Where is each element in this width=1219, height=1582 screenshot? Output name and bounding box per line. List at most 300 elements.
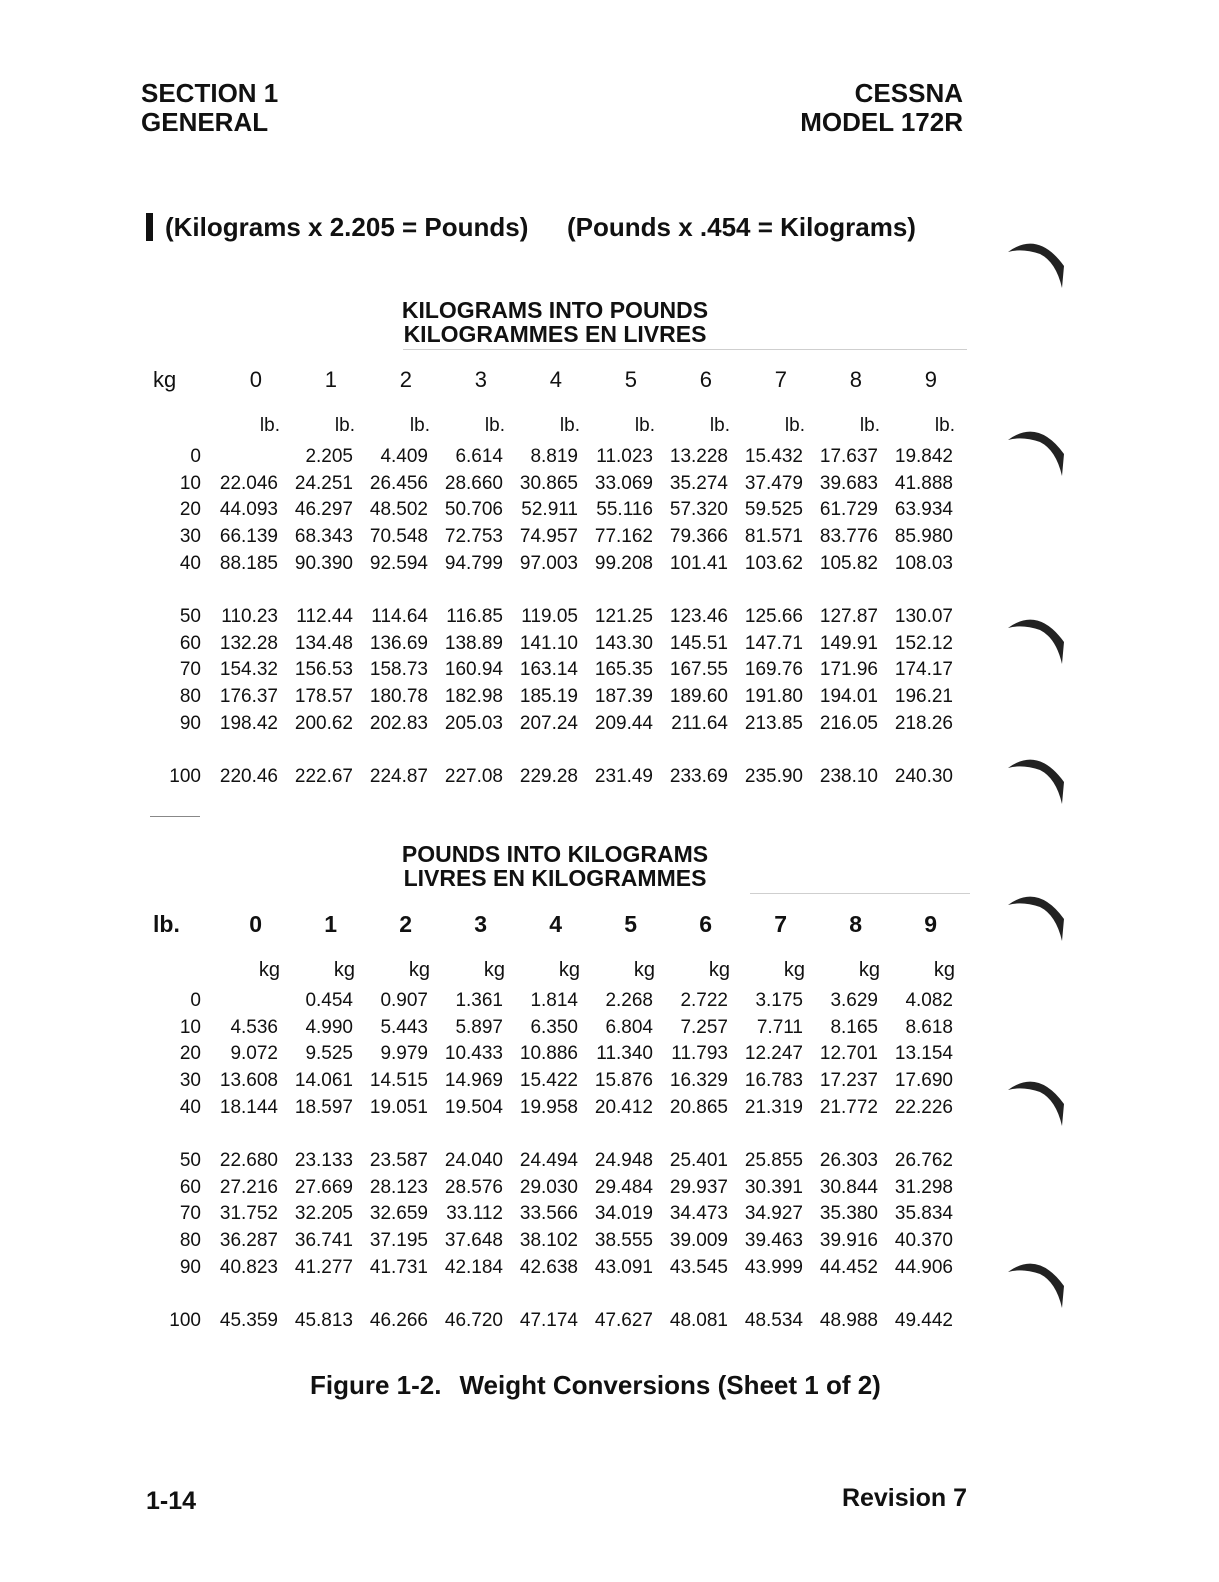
- column-header: 9: [924, 367, 937, 392]
- table-cell: 34.927: [744, 1203, 803, 1225]
- table-cell: 132.28: [219, 632, 278, 654]
- table-cell: 90.390: [294, 552, 353, 574]
- binder-tab-icon: [1000, 1070, 1072, 1130]
- row-spacer: [143, 1281, 957, 1308]
- unit-spacer: [143, 952, 207, 988]
- column-header: 5: [624, 910, 637, 937]
- table-cell: 18.144: [219, 1096, 278, 1118]
- table-cell: 43.091: [594, 1256, 653, 1278]
- table-cell: 136.69: [369, 632, 428, 654]
- unit-label: lb.: [934, 415, 955, 436]
- table-cell: 116.85: [446, 606, 503, 628]
- table-cell: 19.958: [519, 1096, 578, 1118]
- table-row: [143, 1308, 957, 1335]
- table-cell: 134.48: [294, 632, 353, 654]
- table-cell: 14.515: [369, 1070, 428, 1092]
- table-cell: 6.614: [455, 446, 503, 468]
- row-header: 60: [179, 632, 201, 654]
- table-cell: 158.73: [369, 659, 428, 681]
- table-cell: 7.711: [756, 1016, 803, 1038]
- unit-label: kg: [933, 958, 955, 981]
- table-cell: 11.793: [671, 1043, 728, 1065]
- table-cell: 43.999: [744, 1256, 803, 1278]
- table-cell: 103.62: [744, 552, 803, 574]
- table-cell: 19.051: [369, 1096, 428, 1118]
- table-cell: 110.23: [221, 606, 278, 628]
- table-cell: 160.94: [444, 659, 503, 681]
- column-header: 5: [624, 367, 637, 392]
- table-row: [143, 1148, 957, 1175]
- section-header: [141, 79, 278, 137]
- table-cell: 40.370: [894, 1230, 953, 1252]
- column-header: 3: [474, 910, 487, 937]
- binder-tab-icon: [1000, 885, 1072, 945]
- table-cell: 5.897: [455, 1016, 503, 1038]
- table-cell: 3.629: [830, 990, 878, 1012]
- table-row: [143, 1015, 957, 1042]
- table-cell: 198.42: [219, 712, 278, 734]
- table-cell: 37.479: [744, 472, 803, 494]
- table-cell: 176.37: [219, 686, 278, 708]
- table-cell: 26.762: [894, 1150, 953, 1172]
- table-cell: 19.842: [894, 446, 953, 468]
- table-cell: 26.303: [819, 1150, 878, 1172]
- table-cell: 224.87: [369, 766, 428, 788]
- row-header: 0: [190, 990, 201, 1012]
- lb-table-title-block: [300, 842, 810, 890]
- table-cell: 196.21: [894, 686, 953, 708]
- unit-label: kg: [558, 958, 580, 981]
- table-cell: 8.618: [905, 1016, 953, 1038]
- kg-table-title-block: [300, 298, 810, 346]
- table-cell: 35.834: [894, 1203, 953, 1225]
- table-cell: 29.484: [594, 1176, 653, 1198]
- table-row: [143, 524, 957, 551]
- column-header-row: [143, 352, 957, 408]
- table-cell: 130.07: [894, 606, 953, 628]
- table-row: [143, 710, 957, 737]
- unit-row: [143, 408, 957, 444]
- kg-table-title: KILOGRAMS INTO POUNDS: [401, 297, 709, 323]
- table-cell: 233.69: [669, 766, 728, 788]
- model-header: [800, 79, 963, 137]
- unit-label: lb.: [409, 415, 430, 436]
- table-cell: 16.783: [744, 1070, 803, 1092]
- table-cell: 14.061: [294, 1070, 353, 1092]
- table-cell: 22.046: [219, 472, 278, 494]
- conversion-formulas: [146, 212, 916, 243]
- table-cell: 32.205: [294, 1203, 353, 1225]
- table-cell: 32.659: [369, 1203, 428, 1225]
- binder-tab-icon: [1000, 1252, 1072, 1312]
- table-cell: 94.799: [444, 552, 503, 574]
- unit-label: lb.: [334, 415, 355, 436]
- table-cell: 25.401: [669, 1150, 728, 1172]
- table-cell: 48.081: [669, 1310, 728, 1332]
- table-cell: 15.422: [519, 1070, 578, 1092]
- table-cell: 149.91: [819, 632, 878, 654]
- table-cell: 202.83: [369, 712, 428, 734]
- table-cell: 92.594: [369, 552, 428, 574]
- corner-label: kg: [153, 367, 177, 392]
- table-cell: 21.772: [819, 1096, 878, 1118]
- unit-label: kg: [783, 958, 805, 981]
- table-cell: 37.648: [444, 1230, 503, 1252]
- unit-label: kg: [708, 958, 730, 981]
- table-cell: 44.452: [819, 1256, 878, 1278]
- lb-table-title: POUNDS INTO KILOGRAMS: [401, 841, 709, 867]
- table-cell: 185.19: [519, 686, 578, 708]
- table-cell: 40.823: [219, 1256, 278, 1278]
- table-cell: 35.380: [819, 1203, 878, 1225]
- revision-label: Revision 7: [841, 1484, 967, 1512]
- table-row: [143, 604, 957, 631]
- row-header: 20: [179, 499, 201, 521]
- table-cell: 14.969: [444, 1070, 503, 1092]
- table-cell: 30.865: [519, 472, 578, 494]
- table-cell: 8.819: [530, 446, 578, 468]
- table-cell: 1.361: [455, 990, 503, 1012]
- unit-row: [143, 952, 957, 988]
- lb-table-subtitle: LIVRES EN KILOGRAMMES: [403, 865, 707, 891]
- table-cell: 187.39: [594, 686, 653, 708]
- unit-label: kg: [633, 958, 655, 981]
- table-cell: 205.03: [444, 712, 503, 734]
- table-cell: 42.638: [519, 1256, 578, 1278]
- table-cell: 141.10: [519, 632, 578, 654]
- table-cell: 24.948: [594, 1150, 653, 1172]
- table-cell: 213.85: [744, 712, 803, 734]
- column-header: 6: [699, 910, 712, 937]
- table-cell: 1.814: [530, 990, 578, 1012]
- table-cell: 18.597: [294, 1096, 353, 1118]
- table-cell: 238.10: [819, 766, 878, 788]
- table-cell: 200.62: [294, 712, 353, 734]
- table-cell: 48.988: [819, 1310, 878, 1332]
- table-cell: 2.722: [680, 990, 728, 1012]
- table-cell: 101.41: [669, 552, 728, 574]
- table-cell: 167.55: [669, 659, 728, 681]
- unit-label: kg: [258, 958, 280, 981]
- table-cell: 191.80: [744, 686, 803, 708]
- unit-label: kg: [408, 958, 430, 981]
- table-cell: 45.359: [219, 1310, 278, 1332]
- page-number: 1-14: [146, 1487, 197, 1515]
- table-cell: 0.454: [305, 990, 353, 1012]
- table-row: [143, 550, 957, 577]
- table-cell: 165.35: [594, 659, 653, 681]
- column-header: 7: [774, 367, 787, 392]
- row-header: 0: [190, 446, 201, 468]
- column-header: 1: [324, 367, 337, 392]
- row-header: 40: [179, 552, 201, 574]
- table-cell: 7.257: [680, 1016, 728, 1038]
- table-cell: 6.350: [530, 1016, 578, 1038]
- kg-to-lb-table: [143, 352, 957, 791]
- figure-label: Figure 1-2.: [310, 1370, 442, 1400]
- binder-tab-icon: [1000, 420, 1072, 480]
- table-cell: 30.844: [819, 1176, 878, 1198]
- table-row: [143, 497, 957, 524]
- table-cell: 123.46: [669, 606, 728, 628]
- table-cell: 63.934: [894, 499, 953, 521]
- table-cell: 29.030: [519, 1176, 578, 1198]
- table-cell: 156.53: [294, 659, 353, 681]
- table-cell: 30.391: [744, 1176, 803, 1198]
- table-cell: 125.66: [744, 606, 803, 628]
- column-header: 8: [849, 367, 862, 392]
- table-cell: 10.433: [444, 1043, 503, 1065]
- table-cell: 52.911: [521, 499, 578, 521]
- table-cell: 4.082: [905, 990, 953, 1012]
- table-cell: 229.28: [519, 766, 578, 788]
- table-cell: 227.08: [444, 766, 503, 788]
- column-header: 2: [399, 910, 412, 937]
- table-row: [143, 631, 957, 658]
- table-cell: 88.185: [219, 552, 278, 574]
- row-header: 10: [179, 472, 201, 494]
- table-cell: 154.32: [219, 659, 278, 681]
- table-cell: 46.720: [444, 1310, 503, 1332]
- table-cell: 216.05: [819, 712, 878, 734]
- table-cell: 66.139: [219, 526, 278, 548]
- table-cell: 55.116: [596, 499, 653, 521]
- unit-label: kg: [858, 958, 880, 981]
- table-cell: 4.536: [230, 1016, 278, 1038]
- binder-tab-icon: [1000, 748, 1072, 808]
- table-cell: 138.89: [444, 632, 503, 654]
- section-number: SECTION 1: [141, 78, 279, 108]
- table-cell: 3.175: [755, 990, 803, 1012]
- table-cell: 41.731: [369, 1256, 428, 1278]
- table-cell: 29.937: [669, 1176, 728, 1198]
- table-cell: 23.133: [294, 1150, 353, 1172]
- row-header: 80: [179, 686, 201, 708]
- unit-label: kg: [483, 958, 505, 981]
- table-cell: 31.752: [219, 1203, 278, 1225]
- table-cell: 12.247: [744, 1043, 803, 1065]
- table-cell: 61.729: [819, 499, 878, 521]
- table-row: [143, 1041, 957, 1068]
- row-header: 90: [179, 1256, 201, 1278]
- table-cell: 48.534: [744, 1310, 803, 1332]
- table-row: [143, 1201, 957, 1228]
- table-cell: 207.24: [519, 712, 578, 734]
- unit-label: lb.: [634, 415, 655, 436]
- table-row: [143, 684, 957, 711]
- table-cell: 127.87: [819, 606, 878, 628]
- table-cell: 20.412: [594, 1096, 653, 1118]
- table-cell: 240.30: [894, 766, 953, 788]
- column-header: 0: [249, 367, 262, 392]
- table-cell: 24.040: [444, 1150, 503, 1172]
- model-name: MODEL 172R: [800, 107, 963, 137]
- table-cell: 5.443: [380, 1016, 428, 1038]
- column-header: 4: [549, 367, 562, 392]
- table-cell: 59.525: [744, 499, 803, 521]
- lb-to-kg-formula: (Pounds x .454 = Kilograms): [567, 212, 916, 242]
- table-cell: 114.64: [371, 606, 428, 628]
- table-cell: 41.888: [894, 472, 953, 494]
- table-cell: 13.154: [894, 1043, 953, 1065]
- row-header: 10: [179, 1016, 201, 1038]
- column-header: 2: [399, 367, 412, 392]
- table-cell: 8.165: [830, 1016, 878, 1038]
- table-cell: 47.174: [519, 1310, 578, 1332]
- table-cell: 36.287: [219, 1230, 278, 1252]
- table-row: [143, 657, 957, 684]
- table-cell: 34.019: [594, 1203, 653, 1225]
- table-cell: 83.776: [819, 526, 878, 548]
- table-cell: 28.576: [444, 1176, 503, 1198]
- table-cell: 20.865: [669, 1096, 728, 1118]
- table-cell: 46.266: [369, 1310, 428, 1332]
- table-cell: 9.072: [230, 1043, 278, 1065]
- table-cell: 15.876: [594, 1070, 653, 1092]
- table-row: [143, 1254, 957, 1281]
- table-cell: 143.30: [594, 632, 653, 654]
- row-spacer: [143, 737, 957, 764]
- table-cell: 79.366: [669, 526, 728, 548]
- table-cell: 23.587: [369, 1150, 428, 1172]
- table-cell: 22.226: [894, 1096, 953, 1118]
- table-cell: 38.102: [519, 1230, 578, 1252]
- table-cell: 39.683: [819, 472, 878, 494]
- table-cell: 112.44: [296, 606, 353, 628]
- table-cell: 4.409: [380, 446, 428, 468]
- table-cell: 119.05: [521, 606, 578, 628]
- divider: [150, 816, 200, 817]
- table-cell: 6.804: [605, 1016, 653, 1038]
- table-cell: 97.003: [519, 552, 578, 574]
- row-header: 90: [179, 712, 201, 734]
- table-cell: 68.343: [294, 526, 353, 548]
- table-cell: 47.627: [594, 1310, 653, 1332]
- row-header: 100: [169, 766, 201, 788]
- table-cell: 145.51: [669, 632, 728, 654]
- table-cell: 49.442: [894, 1310, 953, 1332]
- column-header: 7: [774, 910, 787, 937]
- table-cell: 57.320: [669, 499, 728, 521]
- table-cell: 16.329: [669, 1070, 728, 1092]
- table-cell: 35.274: [669, 472, 728, 494]
- table-cell: 27.216: [219, 1176, 278, 1198]
- table-cell: 28.123: [369, 1176, 428, 1198]
- table-cell: 50.706: [444, 499, 503, 521]
- table-cell: 33.566: [519, 1203, 578, 1225]
- table-cell: 17.237: [819, 1070, 878, 1092]
- figure-title: Weight Conversions (Sheet 1 of 2): [459, 1370, 881, 1400]
- corner-label: lb.: [153, 910, 180, 937]
- table-cell: 27.669: [294, 1176, 353, 1198]
- table-cell: 147.71: [744, 632, 803, 654]
- column-header: 8: [849, 910, 862, 937]
- table-cell: 31.298: [894, 1176, 953, 1198]
- row-header: 70: [179, 659, 201, 681]
- row-header: 60: [179, 1176, 201, 1198]
- table-cell: 15.432: [744, 446, 803, 468]
- unit-label: lb.: [859, 415, 880, 436]
- table-cell: 174.17: [894, 659, 953, 681]
- unit-label: lb.: [559, 415, 580, 436]
- column-header: 3: [474, 367, 487, 392]
- table-cell: 209.44: [594, 712, 653, 734]
- table-cell: 4.990: [305, 1016, 353, 1038]
- table-cell: 11.023: [596, 446, 653, 468]
- table-cell: 17.637: [819, 446, 878, 468]
- revision-bar: [146, 213, 153, 241]
- table-cell: 46.297: [294, 499, 353, 521]
- table-cell: 41.277: [294, 1256, 353, 1278]
- manufacturer: CESSNA: [854, 78, 963, 108]
- table-cell: 105.82: [819, 552, 878, 574]
- table-cell: 9.525: [305, 1043, 353, 1065]
- table-cell: 33.069: [594, 472, 653, 494]
- binder-tab-icon: [1000, 608, 1072, 668]
- table-row: [143, 1068, 957, 1095]
- table-cell: 235.90: [744, 766, 803, 788]
- table-row: [143, 471, 957, 498]
- column-header: 1: [324, 910, 337, 937]
- row-header: 30: [179, 1070, 201, 1092]
- table-cell: 12.701: [819, 1043, 878, 1065]
- row-header: 80: [179, 1230, 201, 1252]
- table-cell: 22.680: [219, 1150, 278, 1172]
- table-cell: 169.76: [744, 659, 803, 681]
- table-cell: 74.957: [519, 526, 578, 548]
- table-row: [143, 1228, 957, 1255]
- table-cell: 33.112: [446, 1203, 503, 1225]
- table-cell: 11.340: [596, 1043, 653, 1065]
- table-cell: 121.25: [594, 606, 653, 628]
- kg-to-lb-formula: (Kilograms x 2.205 = Pounds): [165, 212, 529, 242]
- table-cell: 42.184: [444, 1256, 503, 1278]
- table-cell: [207, 444, 282, 471]
- divider: [750, 893, 970, 894]
- binder-tab-icon: [1000, 232, 1072, 292]
- table-cell: 9.979: [380, 1043, 428, 1065]
- table-cell: 24.494: [519, 1150, 578, 1172]
- table-row: [143, 988, 957, 1015]
- kg-table-subtitle: KILOGRAMMES EN LIVRES: [403, 321, 707, 347]
- table-cell: 44.093: [219, 499, 278, 521]
- unit-label: lb.: [484, 415, 505, 436]
- table-cell: 17.690: [894, 1070, 953, 1092]
- unit-label: lb.: [259, 415, 280, 436]
- table-cell: 36.741: [294, 1230, 353, 1252]
- table-cell: 194.01: [819, 686, 878, 708]
- table-cell: 231.49: [594, 766, 653, 788]
- table-cell: 0.907: [380, 990, 428, 1012]
- row-spacer: [143, 577, 957, 604]
- table-cell: 37.195: [369, 1230, 428, 1252]
- table-cell: 220.46: [219, 766, 278, 788]
- table-cell: 72.753: [444, 526, 503, 548]
- table-cell: 39.463: [744, 1230, 803, 1252]
- table-cell: 13.608: [219, 1070, 278, 1092]
- row-header: 70: [179, 1203, 201, 1225]
- section-name: GENERAL: [141, 107, 269, 137]
- table-cell: 38.555: [594, 1230, 653, 1252]
- table-cell: 24.251: [294, 472, 353, 494]
- unit-label: kg: [333, 958, 355, 981]
- table-cell: 171.96: [819, 659, 878, 681]
- row-header: 50: [179, 1150, 201, 1172]
- row-header: 50: [179, 606, 201, 628]
- table-cell: 13.228: [669, 446, 728, 468]
- column-header-row: [143, 896, 957, 952]
- table-row: [143, 444, 957, 471]
